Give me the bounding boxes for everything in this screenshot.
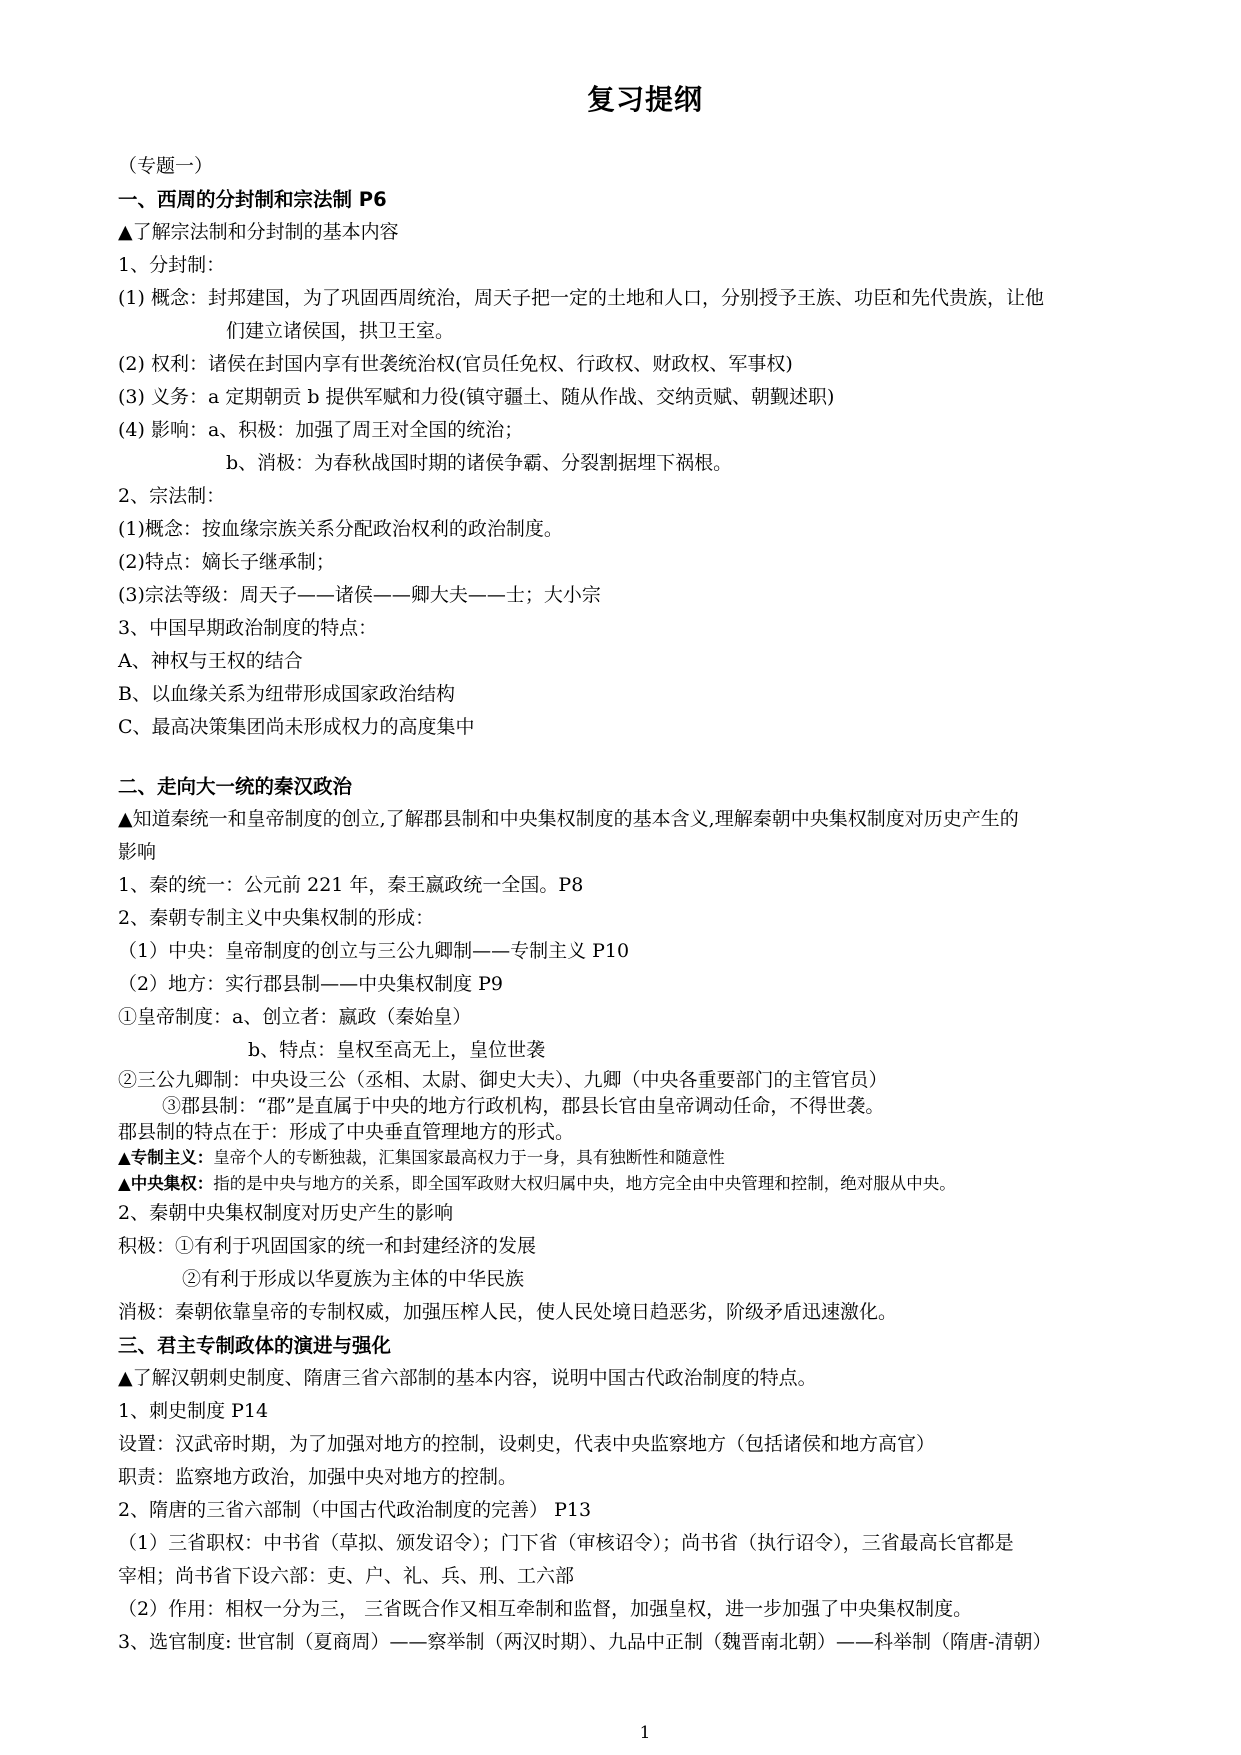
text-line: A、神权与王权的结合 — [118, 650, 303, 672]
text-line: ③郡县制：“郡”是直属于中央的地方行政机构，郡县长官由皇帝调动任命，不得世袭。 — [162, 1095, 885, 1117]
text-line: 3、中国早期政治制度的特点： — [118, 617, 378, 639]
term-definition: 皇帝个人的专断独裁，汇集国家最高权力于一身，具有独断性和随意性 — [213, 1148, 725, 1167]
text-line: 消极：秦朝依靠皇帝的专制权威，加强压榨人民，使人民处境日趋恶劣，阶级矛盾迅速激化。 — [118, 1301, 898, 1323]
document-body — [118, 150, 1196, 1659]
text-line: (3)宗法等级：周天子——诸侯——卿大夫——士；大小宗 — [118, 584, 601, 606]
text-line: （2）作用：相权一分为三， 三省既合作又相互牵制和监督，加强皇权，进一步加强了中央集权制度。 — [118, 1598, 973, 1620]
text-line: ▲知道秦统一和皇帝制度的创立,了解郡县制和中央集权制度的基本含义,理解秦朝中央集权制度对历史产生的 — [118, 808, 1019, 830]
term-label: ▲专制主义： — [118, 1148, 214, 1167]
text-line: b、特点：皇权至高无上，皇位世袭 — [248, 1039, 546, 1061]
text-line: 积极：①有利于巩固国家的统一和封建经济的发展 — [118, 1235, 537, 1257]
text-line: (3) 义务：a 定期朝贡 b 提供军赋和力役(镇守疆土、随从作战、交纳贡赋、朝觐述职) — [118, 386, 835, 408]
text-line: 1、分封制： — [118, 254, 226, 276]
text-line: 影响 — [118, 841, 157, 863]
text-line: (2)特点：嫡长子继承制； — [118, 551, 335, 573]
text-line: (1) 概念：封邦建国，为了巩固西周统治，周天子把一定的土地和人口，分别授予王族、功臣和先代贵族，让他 — [118, 287, 1044, 309]
text-line: 3、选官制度: 世官制（夏商周）——察举制（两汉时期）、九品中正制（魏晋南北朝）——科举制（隋唐-清朝） — [118, 1631, 1052, 1653]
text-line: 郡县制的特点在于：形成了中央垂直管理地方的形式。 — [118, 1121, 575, 1143]
text-line: ②三公九卿制：中央设三公（丞相、太尉、御史大夫）、九卿（中央各重要部门的主管官员） — [118, 1069, 888, 1091]
page-title: 复习提纲 — [586, 83, 703, 116]
page-number: 1 — [639, 1723, 651, 1743]
text-line: ①皇帝制度：a、创立者：嬴政（秦始皇） — [118, 1006, 472, 1028]
text-line: (1)概念：按血缘宗族关系分配政治权利的政治制度。 — [118, 518, 563, 540]
text-line: 1、刺史制度 P14 — [118, 1400, 269, 1422]
text-line: (2) 权利：诸侯在封国内享有世袭统治权(官员任免权、行政权、财政权、军事权) — [118, 353, 793, 375]
text-line: （1）中央：皇帝制度的创立与三公九卿制——专制主义 P10 — [118, 940, 630, 962]
section-heading: 二、走向大一统的秦汉政治 — [118, 775, 353, 798]
text-line: ▲了解汉朝刺史制度、隋唐三省六部制的基本内容，说明中国古代政治制度的特点。 — [118, 1367, 817, 1389]
text-line: 2、秦朝中央集权制度对历史产生的影响 — [118, 1202, 454, 1224]
text-line: 设置：汉武帝时期，为了加强对地方的控制，设刺史，代表中央监察地方（包括诸侯和地方高官） — [118, 1433, 936, 1455]
text-line: C、最高决策集团尚未形成权力的高度集中 — [118, 716, 475, 738]
text-line: 宰相；尚书省下设六部：吏、户、礼、兵、刑、工六部 — [118, 1565, 575, 1587]
text-line: 2、宗法制： — [118, 485, 226, 507]
definition-line — [118, 1171, 1196, 1197]
text-line: 1、秦的统一：公元前 221 年，秦王嬴政统一全国。P8 — [118, 874, 584, 896]
text-line: （2）地方：实行郡县制——中央集权制度 P9 — [118, 973, 504, 995]
text-line: （专题一） — [118, 155, 214, 177]
section-heading: 三、君主专制政体的演进与强化 — [118, 1334, 392, 1357]
text-line: B、以血缘关系为纽带形成国家政治结构 — [118, 683, 455, 705]
text-line: （1）三省职权：中书省（草拟、颁发诏令）；门下省（审核诏令）；尚书省（执行诏令），三省最高长官都是 — [118, 1532, 1014, 1554]
term-label: ▲中央集权： — [118, 1174, 214, 1193]
text-line: ②有利于形成以华夏族为主体的中华民族 — [182, 1268, 525, 1290]
text-line: ▲了解宗法制和分封制的基本内容 — [118, 221, 399, 243]
text-line: b、消极：为春秋战国时期的诸侯争霸、分裂割据埋下祸根。 — [226, 452, 733, 474]
term-definition: 指的是中央与地方的关系，即全国军政财大权归属中央，地方完全由中央管理和控制，绝对服从中央。 — [213, 1174, 956, 1193]
text-line: 职责：监察地方政治，加强中央对地方的控制。 — [118, 1466, 518, 1488]
text-line: 2、隋唐的三省六部制（中国古代政治制度的完善） P13 — [118, 1499, 592, 1521]
text-line: (4) 影响：a、积极：加强了周王对全国的统治； — [118, 419, 524, 441]
section-heading: 一、西周的分封制和宗法制 P6 — [118, 188, 387, 211]
spacer — [118, 744, 1196, 770]
text-line: 们建立诸侯国，拱卫王室。 — [226, 320, 455, 342]
definition-line — [118, 1145, 1196, 1171]
text-line: 2、秦朝专制主义中央集权制的形成： — [118, 907, 435, 929]
